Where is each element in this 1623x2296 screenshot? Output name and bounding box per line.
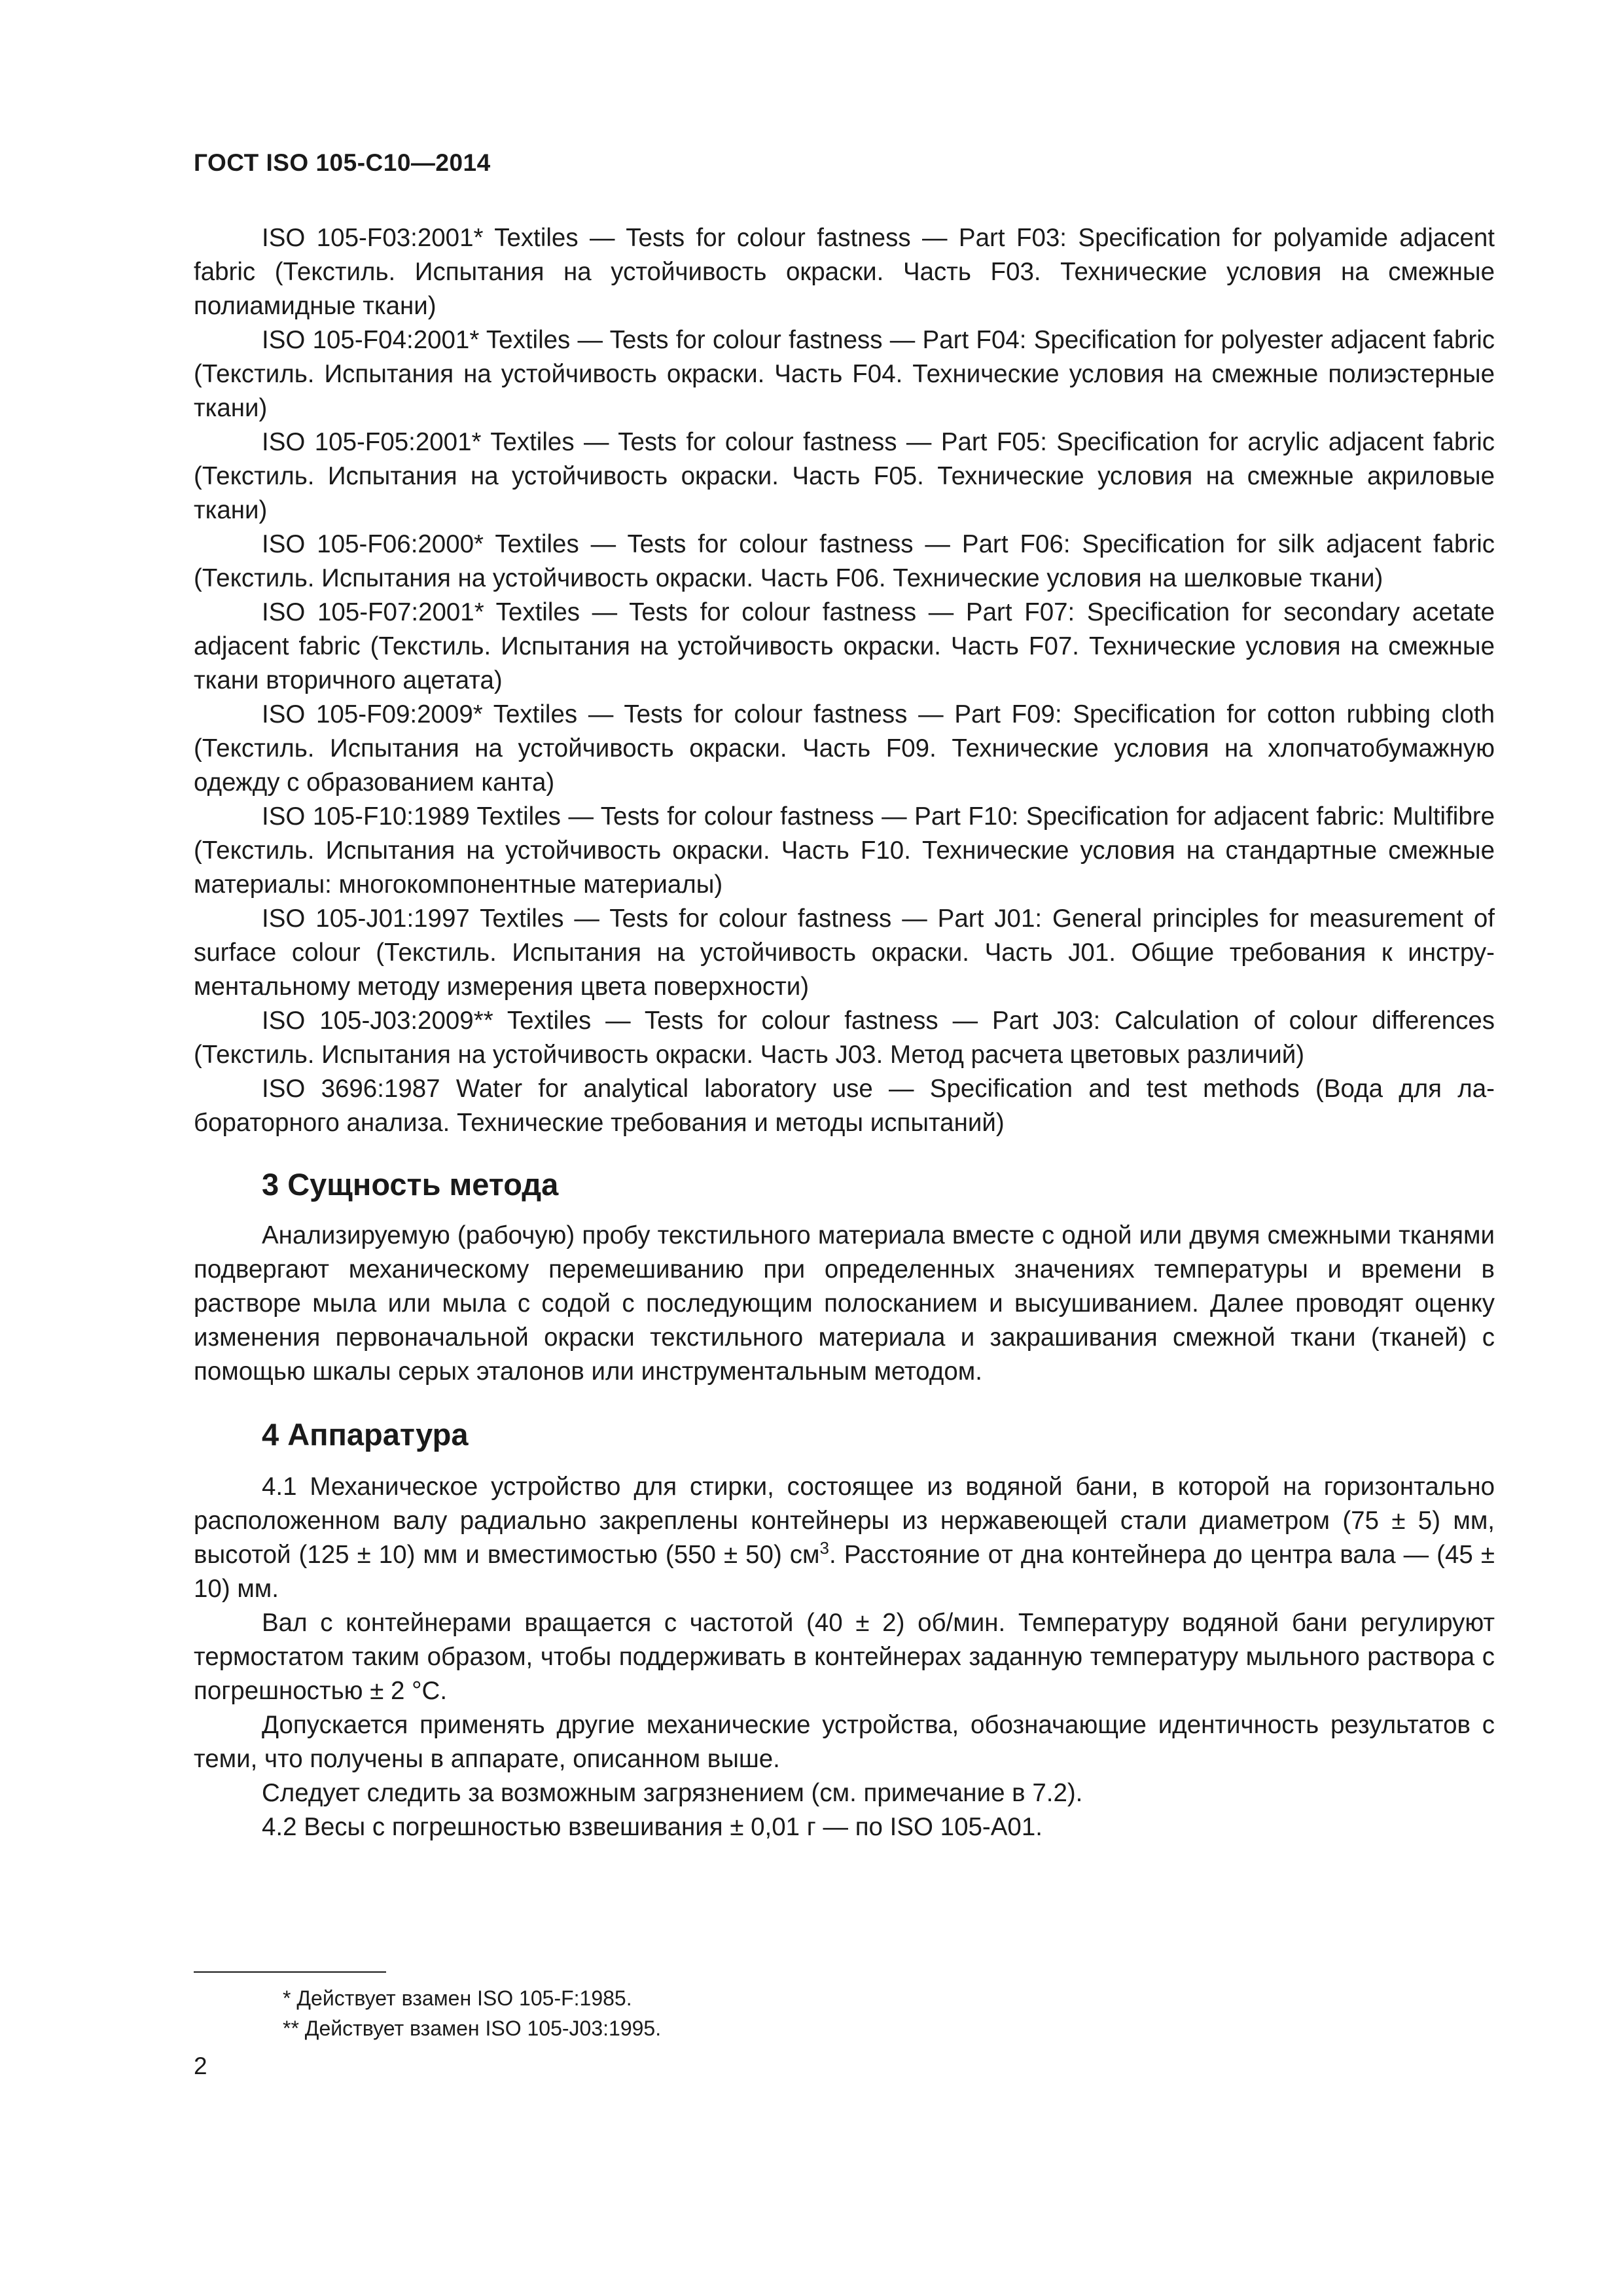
footnote-divider: [194, 1971, 386, 1973]
section-4-heading: 4 Аппаратура: [262, 1417, 469, 1452]
section-4-1-text: 4.1 Механическое устройство для стирки, состоящее из водяной бани, в которой на горизонтально расположенном валу радиально закреплены контейнеры из нержавеющей стали диаметром (75 ± 5) мм, высотой (125 ± 10) мм и вместимостью (550 ± 50) см: [194, 1473, 1495, 1569]
section-4-rotation-paragraph: Вал с контейнерами вращается с частотой (40 ± 2) об/мин. Температуру водяной бани регулируют термостатом таким образом, чтобы поддерживать в контейнерах заданную температуру мыльного раствора с погрешностью ± 2 °С.: [194, 1609, 1495, 1705]
reference-item: ISO 3696:1987 Water for analytical laboratory use — Specification and test methods (Вода для лабораторного анализа. Технические требования и методы испытаний): [194, 1075, 1495, 1137]
section-4-1-paragraph: [194, 1470, 1495, 1606]
section-3-text: Анализируемую (рабочую) пробу текстильного материала вместе с одной или двумя смежными тканями подвергают механическому перемешиванию при определенных значениях температуры и времени в растворе мыла или мыла с содой с последующим полосканием и высушиванием. Далее проводят оценку изменения первоначальной окраски текстильного материала и закрашивания смежной ткани (тканей) с помощью шкалы серых эталонов или инструментальным методом.: [194, 1221, 1495, 1386]
page-content: [194, 221, 1495, 1844]
footnote-item: ** Действует взамен ISO 105-J03:1995.: [283, 2017, 662, 2040]
reference-item: ISO 105-F06:2000* Textiles — Tests for colour fastness — Part F06: Specification for silk adjacent fabric (Текстиль. Испытания на устойчивость окраски. Часть F06. Технические условия на шелковые ткани): [194, 530, 1495, 592]
reference-item: ISO 105-J01:1997 Textiles — Tests for colour fastness — Part J01: General principles for measurement of surface colour (Текстиль. Испытания на устойчивость окраски. Часть J01. Общие требования к инструментальному методу измерения цвета поверхности): [194, 905, 1495, 1001]
reference-item: ISO 105-F04:2001* Textiles — Tests for colour fastness — Part F04: Specification for polyester adjacent fabric (Текстиль. Испытания на устойчивость окраски. Часть F04. Технические условия на смежные полиэстерные ткани): [194, 326, 1495, 422]
footnote-item: * Действует взамен ISO 105-F:1985.: [283, 1986, 632, 2010]
reference-item: ISO 105-F05:2001* Textiles — Tests for colour fastness — Part F05: Specification for acrylic adjacent fabric (Текстиль. Испытания на устойчивость окраски. Часть F05. Технические условия на смежные акриловые ткани): [194, 428, 1495, 524]
reference-item: ISO 105-J03:2009** Textiles — Tests for colour fastness — Part J03: Calculation of colour differences (Текстиль. Испытания на устойчивость окраски. Часть J03. Метод расчета цветовых различий): [194, 1007, 1495, 1069]
reference-item: ISO 105-F10:1989 Textiles — Tests for colour fastness — Part F10: Specification for adjacent fabric: Multifibre (Текстиль. Испытания на устойчивость окраски. Часть F10. Технические условия на стандартные смежные материалы: многокомпонентные материалы): [194, 802, 1495, 899]
reference-item: ISO 105-F09:2009* Textiles — Tests for colour fastness — Part F09: Specification for cotton rubbing cloth (Текстиль. Испытания на устойчивость окраски. Часть F09. Технические условия на хлопчатобумажную одежду с образованием канта): [194, 700, 1495, 797]
page-number: 2: [194, 2053, 207, 2079]
normative-references-list: [194, 221, 1495, 1140]
section-3-heading: 3 Сущность метода: [262, 1167, 559, 1202]
reference-item: ISO 105-F07:2001* Textiles — Tests for colour fastness — Part F07: Specification for secondary acetate adjacent fabric (Текстиль. Испытания на устойчивость окраски. Часть F07. Технические условия на смежные ткани вторичного ацетата): [194, 598, 1495, 694]
document-header: ГОСТ ISO 105-C10—2014: [194, 149, 491, 176]
footnotes: [283, 1983, 661, 2043]
reference-item: ISO 105-F03:2001* Textiles — Tests for colour fastness — Part F03: Specification for polyamide adjacent fabric (Текстиль. Испытания на устойчивость окраски. Часть F03. Технические условия на смежные полиамидные ткани): [194, 224, 1495, 320]
section-4-contamination-paragraph: Следует следить за возможным загрязнением (см. примечание в 7.2).: [262, 1779, 1083, 1807]
section-4-2-paragraph: 4.2 Весы с погрешностью взвешивания ± 0,01 г — по ISO 105-A01.: [262, 1813, 1043, 1841]
section-4-1-text-end: . Расстояние от дна контейнера до центра вала — (45 ± 10) мм.: [194, 1541, 1495, 1603]
section-4-alternatives-paragraph: Допускается применять другие механические устройства, обозначающие идентичность результатов с теми, что получены в аппарате, описанном выше.: [194, 1711, 1495, 1773]
cubic-superscript: 3: [819, 1538, 829, 1558]
